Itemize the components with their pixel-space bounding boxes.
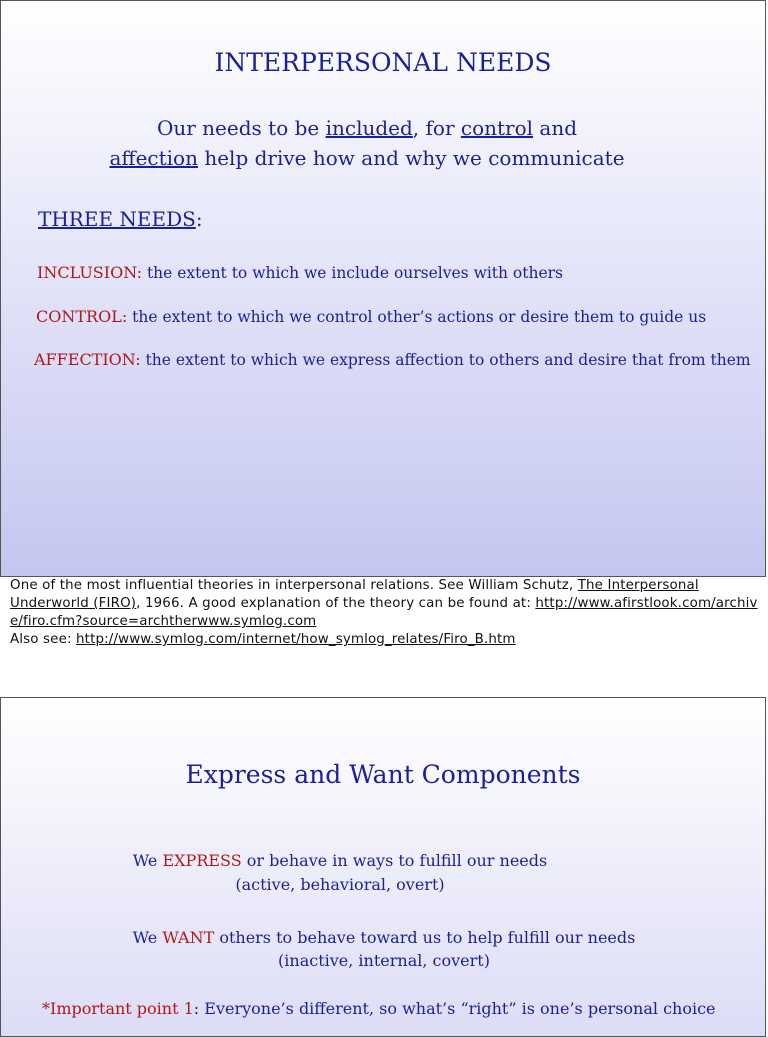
express-keyword: EXPRESS [162, 851, 242, 870]
want-subline: (inactive, internal, covert) [278, 951, 490, 970]
slide-title: INTERPERSONAL NEEDS [214, 48, 552, 77]
important-point [42, 999, 716, 1018]
notes-text: , 1966. A good explanation of the theory can be found at: [136, 596, 536, 611]
express-line [0, 851, 680, 870]
afirstlook-link[interactable]: http://www.afirstlook.com/archive/firo.cfm?source=archtherwww.symlog.com [10, 596, 758, 629]
need-term: AFFECTION: [34, 350, 141, 369]
lead-statement [0, 113, 734, 173]
lead-included: included [325, 116, 413, 140]
lead-text: and [533, 116, 578, 140]
want-text: others to behave toward us to help fulfill our needs [214, 928, 636, 947]
need-item [37, 263, 563, 282]
want-text: We [132, 928, 163, 947]
need-term: INCLUSION: [37, 263, 143, 282]
slide-title: Express and Want Components [185, 760, 581, 789]
symlog-link[interactable]: http://www.symlog.com/internet/how_symlog_relates/Firo_B.htm [76, 632, 516, 647]
need-description: the extent to which we control other’s actions or desire them to guide us [127, 308, 707, 326]
three-needs-label: THREE NEEDS [38, 207, 196, 231]
need-description: the extent to which we express affection to others and desire that from them [140, 351, 751, 369]
want-keyword: WANT [162, 928, 215, 947]
notes-text: Also see: [10, 632, 77, 647]
important-text: : Everyone’s different, so what’s “right” is one’s personal choice [193, 999, 716, 1018]
need-item [34, 350, 751, 369]
lead-text: , for [412, 116, 461, 140]
notes-text: One of the most influential theories in interpersonal relations. See William Schutz, [10, 578, 578, 593]
three-needs-heading [38, 207, 203, 231]
lead-text: Our needs to be [156, 116, 326, 140]
need-description: the extent to which we include ourselves with others [142, 264, 564, 282]
lead-affection: affection [109, 146, 198, 170]
want-line [0, 928, 768, 947]
need-item [36, 307, 706, 326]
lead-text: help drive how and why we communicate [197, 146, 625, 170]
three-needs-colon: : [195, 207, 203, 231]
express-text: We [132, 851, 163, 870]
important-label: *Important point 1 [42, 999, 194, 1018]
express-subline: (active, behavioral, overt) [235, 875, 445, 894]
book-title: The Interpersonal Underworld (FIRO) [10, 578, 699, 611]
speaker-notes [10, 577, 760, 649]
need-term: CONTROL: [36, 307, 128, 326]
express-text: or behave in ways to fulfill our needs [241, 851, 548, 870]
lead-control: control [460, 116, 534, 140]
